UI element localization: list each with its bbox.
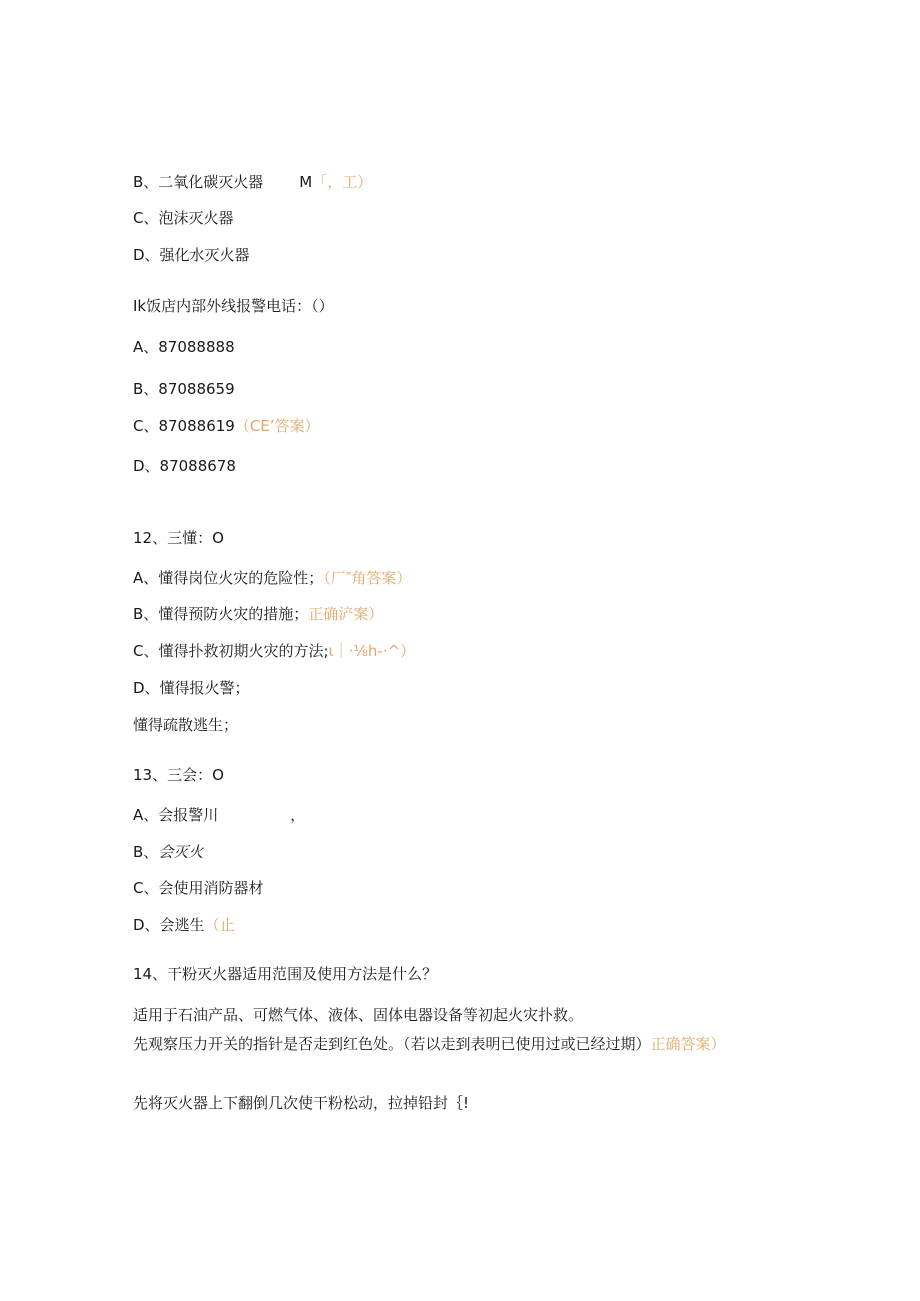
q12-option-b <box>133 605 383 623</box>
q11-option-d: D、87088678 <box>133 457 236 475</box>
option-prefix: B、 <box>133 843 159 861</box>
question-11: Ik饭店内部外线报警电话：（） <box>133 297 334 315</box>
option-text: C、懂得扑救初期火灾的方法; <box>133 642 329 660</box>
answer-mark: 正确浐案） <box>308 605 384 623</box>
q12-option-c <box>133 642 415 660</box>
option-text: C、87088619 <box>133 417 235 435</box>
option-text: A、懂得岗位火灾的危险性； <box>133 569 324 587</box>
q12-option-a <box>133 569 411 587</box>
answer-mark: 正确答案） <box>650 1035 726 1053</box>
option-text: B、二氧化碳灭火器 <box>133 173 264 191</box>
answer-mark: （止 <box>204 916 235 934</box>
option-b-co2 <box>133 173 372 191</box>
option-tail: ， <box>290 806 306 824</box>
option-c-foam: C、泡沫灭火器 <box>133 209 234 227</box>
answer-mark: ι｜·⅛h-·^） <box>328 642 416 660</box>
q12-option-d: D、懂得报火警； <box>133 679 250 697</box>
option-d-water: D、强化水灭火器 <box>133 246 250 264</box>
q11-option-b: B、87088659 <box>133 380 235 398</box>
question-14: 14、干粉灭火器适用范围及使用方法是什么？ <box>133 965 438 983</box>
option-text: D、会逃生 <box>133 916 205 934</box>
question-12: 12、三懂：O <box>133 529 224 547</box>
question-13: 13、三会：O <box>133 766 224 784</box>
q13-option-c: C、会使用消防器材 <box>133 879 264 897</box>
option-text: 会灭火 <box>158 843 204 861</box>
q12-option-e: 懂得疏散逃生； <box>133 716 239 734</box>
answer-mark: （CE’答案） <box>234 417 320 435</box>
q13-option-a <box>133 806 305 824</box>
q14-paragraph-3: 先将灭火器上下翻倒几次使干粉松动，拉掉铅封｛! <box>133 1094 470 1112</box>
q11-option-c <box>133 417 320 435</box>
q14-paragraph-1: 适用于石油产品、可燃气体、液体、固体电器设备等初起火灾扑救。 <box>133 1006 584 1024</box>
option-mark: M <box>299 173 313 191</box>
answer-mark: （厂″角答案） <box>323 569 412 587</box>
q13-option-d <box>133 916 235 934</box>
paragraph-text: 先观察压力开关的指针是否走到红色处。（若以走到表明已使用过或已经过期） <box>133 1035 651 1053</box>
q13-option-b <box>133 843 203 861</box>
answer-mark: 「，工） <box>312 173 373 191</box>
option-text: A、会报警川 <box>133 806 219 824</box>
q14-paragraph-2 <box>133 1034 763 1054</box>
option-text: B、懂得预防火灾的措施； <box>133 605 309 623</box>
q11-option-a: A、87088888 <box>133 338 235 356</box>
